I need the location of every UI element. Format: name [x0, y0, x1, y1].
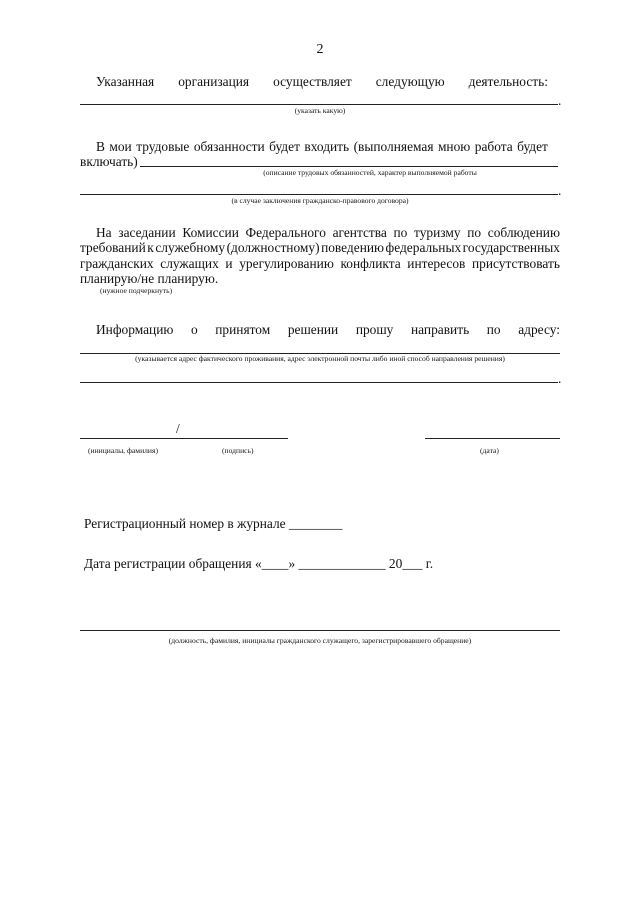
- word: по: [467, 225, 482, 240]
- duties-statement-line2: включать): [80, 154, 138, 169]
- word: и: [225, 256, 233, 271]
- commission-hint: (нужное подчеркнуть): [100, 286, 173, 295]
- word: прошу: [355, 322, 394, 337]
- word: будет: [269, 139, 300, 154]
- word: трудовые: [136, 139, 190, 154]
- commission-line3: [80, 256, 560, 272]
- word: организация: [178, 74, 250, 89]
- official-fill-line[interactable]: [80, 630, 560, 631]
- word: туризму: [414, 225, 461, 240]
- word: по: [393, 225, 408, 240]
- word: поведению: [321, 240, 385, 255]
- word: Указанная: [96, 74, 155, 89]
- word: принятом: [215, 322, 271, 337]
- activity-statement: [96, 74, 548, 90]
- word: присутствовать: [472, 256, 560, 271]
- signature-hint: (подпись): [222, 446, 254, 455]
- word: адресу:: [518, 322, 560, 337]
- word: гражданских: [80, 256, 154, 271]
- commission-line1: [96, 225, 560, 241]
- page-number: 2: [316, 42, 324, 57]
- info-statement: [96, 322, 560, 338]
- word: к: [147, 240, 154, 255]
- duties-hint-2: (в случае заключения гражданско-правового договора): [231, 196, 409, 205]
- word: агентства: [332, 225, 387, 240]
- word: (должностному): [226, 240, 320, 255]
- word: будет: [517, 139, 548, 154]
- duties-statement-line1: [96, 139, 548, 155]
- duties-end-mark: .: [558, 183, 562, 198]
- word: Федерального: [245, 225, 326, 240]
- commission-line2: [80, 240, 560, 256]
- word: На: [96, 225, 112, 240]
- word: федеральных: [385, 240, 462, 255]
- official-hint: (должность, фамилия, инициалы гражданского служащего, зарегистрировавшего обращение): [168, 636, 472, 645]
- word: (выполняемая: [353, 139, 434, 154]
- date-fill-line[interactable]: [425, 438, 560, 439]
- word: Комиссии: [182, 225, 239, 240]
- word: по: [486, 322, 501, 337]
- word: о: [190, 322, 198, 337]
- registration-number-label: Регистрационный номер в журнале ________: [84, 516, 343, 531]
- initials-hint: (инициалы, фамилия): [88, 446, 159, 455]
- address-fill-line-2[interactable]: [80, 382, 558, 383]
- signature-fill-line[interactable]: [80, 438, 288, 439]
- word: служебному: [155, 240, 226, 255]
- word: мною: [437, 139, 471, 154]
- commission-line4: планирую/не планирую.: [80, 271, 219, 286]
- word: интересов: [407, 256, 466, 271]
- info-hint: (указывается адрес фактического проживания, адрес электронной почты либо иной способ направления решения): [135, 354, 505, 363]
- duties-fill-line-1[interactable]: [140, 166, 558, 167]
- word: конфликта: [340, 256, 401, 271]
- word: заседании: [118, 225, 176, 240]
- word: мои: [109, 139, 132, 154]
- duties-hint-1: (описание трудовых обязанностей, характер выполняемой работы: [263, 168, 477, 177]
- word: входить: [304, 139, 350, 154]
- word: работа: [474, 139, 513, 154]
- word: решении: [287, 322, 339, 337]
- info-end-mark: .: [558, 371, 562, 386]
- word: требований: [80, 240, 146, 255]
- word: следующую: [375, 74, 445, 89]
- word: обязанности: [193, 139, 265, 154]
- word: урегулированию: [239, 256, 334, 271]
- activity-end-mark: .: [558, 93, 562, 108]
- word: служащих: [160, 256, 219, 271]
- duties-fill-line-2[interactable]: [80, 194, 558, 195]
- word: соблюдению: [487, 225, 560, 240]
- activity-fill-line[interactable]: [80, 104, 558, 105]
- date-hint: (дата): [480, 446, 499, 455]
- word: деятельность:: [468, 74, 548, 89]
- word: В: [96, 139, 105, 154]
- word: государственных: [462, 240, 560, 255]
- registration-date-label: Дата регистрации обращения «____» _____________ 20___ г.: [84, 556, 434, 571]
- activity-hint: (указать какую): [294, 106, 346, 115]
- word: Информацию: [96, 322, 174, 337]
- signature-separator: /: [176, 421, 180, 436]
- word: осуществляет: [273, 74, 352, 89]
- word: направить: [410, 322, 470, 337]
